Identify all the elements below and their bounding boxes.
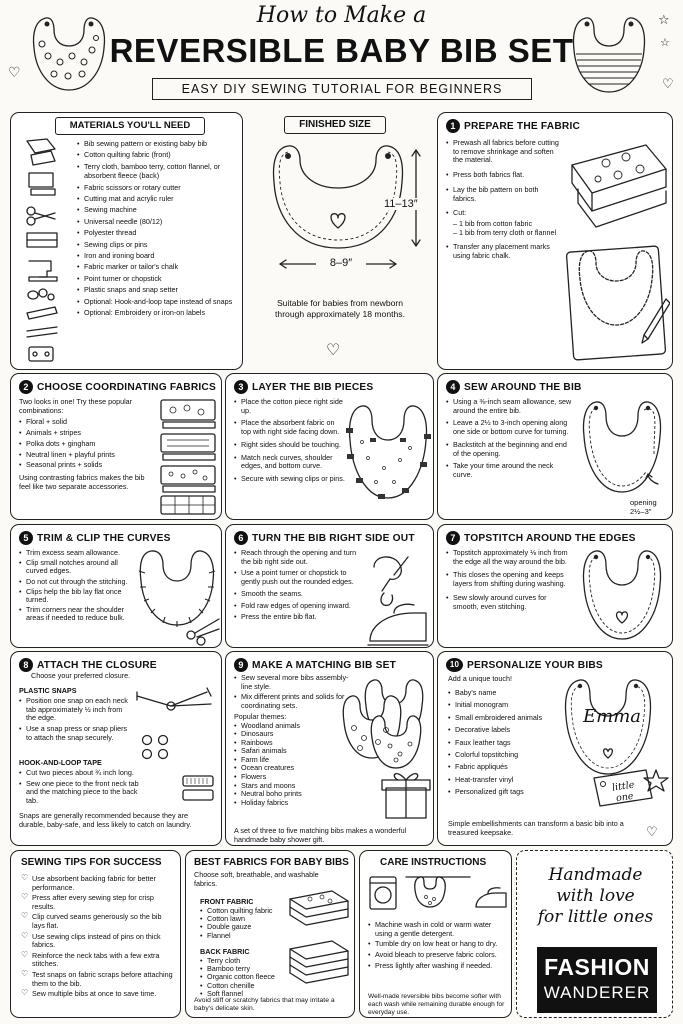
topstitched-bib-illustration <box>574 545 670 645</box>
list-item: ♡ Test snaps on fabric scraps before attaching them to the bib. <box>21 971 175 988</box>
list-item: • Optional: Embroidery or iron-on labels <box>77 308 239 317</box>
cut-line: – 1 bib from cotton fabric <box>453 218 533 228</box>
finished-size-caption: Suitable for babies from newborn through approximately 18 months. <box>275 298 405 319</box>
step-title-text: CHOOSE COORDINATING FABRICS <box>37 381 216 393</box>
step-list <box>234 549 366 622</box>
snaps-text <box>19 697 131 745</box>
step-list <box>446 398 574 480</box>
care-title: CARE INSTRUCTIONS <box>380 857 487 868</box>
list-item: • Faux leather tags <box>448 739 568 747</box>
list-item: • Sew several more bibs assembly-line style. <box>234 674 354 691</box>
list-item: • Using a ⅜-inch seam allowance, sew around the entire bib. <box>446 398 574 415</box>
list-item: • Colorful topstitching <box>448 751 568 759</box>
bib-name-text: Emma <box>582 706 641 727</box>
list-item: • Safari animals <box>234 747 354 755</box>
step-number-badge: 2 <box>19 380 33 394</box>
width-label: 8–9″ <box>316 257 366 269</box>
list-item: • Prewash all fabrics before cutting to remove shrinkage and soften the material. <box>446 139 562 165</box>
materials-title: MATERIALS YOU'LL NEED <box>69 120 191 131</box>
list-item: ♡ Use absorbent backing fabric for better performance. <box>21 875 175 892</box>
notched-bib-with-scissors-illustration <box>135 545 221 647</box>
themes-heading: Popular themes: <box>234 711 287 721</box>
list-item: • Decorative labels <box>448 726 568 734</box>
step-list <box>448 689 568 797</box>
step-number-badge: 6 <box>234 531 248 545</box>
step-outro: Simple embellishments can transform a basic bib into a treasured keepsake. <box>448 819 624 837</box>
step-2-title <box>19 380 216 394</box>
list-item: • Baby's name <box>448 689 568 697</box>
step-4-card <box>437 373 673 520</box>
step-7-title <box>446 531 636 545</box>
list-item: • Flannel <box>200 932 300 940</box>
step-number-badge: 7 <box>446 531 460 545</box>
list-item: • Take your time around the neck curve. <box>446 462 574 479</box>
list-item: • Farm life <box>234 756 354 764</box>
list-item: • Iron and ironing board <box>77 251 239 260</box>
folded-fabric-stack-illustration <box>286 889 352 993</box>
step-list <box>446 549 572 611</box>
step-title-text: MAKE A MATCHING BIB SET <box>252 659 397 671</box>
step-list <box>19 769 145 806</box>
step-list <box>234 674 354 711</box>
heart-doodle-icon: ♡ <box>8 64 21 80</box>
list-item: • Tumble dry on low heat or hang to dry. <box>368 940 508 949</box>
list-item: • Animals + stripes <box>19 429 153 438</box>
step-3-card <box>225 373 434 520</box>
materials-list <box>77 139 239 318</box>
header <box>0 0 683 112</box>
list-item: • Position one snap on each neck tab approximately ½ inch from the edge. <box>19 697 131 723</box>
list-item: • Do not cut through the stitching. <box>19 578 137 586</box>
back-fabric-heading: BACK FABRIC <box>200 947 250 956</box>
list-item: • Fabric appliqués <box>448 763 568 771</box>
turning-and-iron-illustration <box>364 547 432 647</box>
list-item: • Fabric marker or tailor's chalk <box>77 262 239 271</box>
list-item: ♡ Reinforce the neck tabs with a few extra stitches. <box>21 952 175 969</box>
hook-loop-subheading: HOOK-AND-LOOP TAPE <box>19 758 102 767</box>
snap-pliers-and-tape-illustration <box>133 682 219 806</box>
list-item: ♡ Sew multiple bibs at once to save time. <box>21 990 175 999</box>
step-title-text: LAYER THE BIB PIECES <box>252 381 374 393</box>
list-item: • Bamboo terry <box>200 965 300 973</box>
list-item: • This closes the opening and keeps layers from shifting during washing. <box>446 571 572 588</box>
step-intro: Two looks in one! Try these popular combinations: <box>19 397 133 415</box>
list-item: • Reach through the opening and turn the bib right side out. <box>234 549 366 566</box>
list-item: • Leave a 2½ to 3-inch opening along one side or bottom curve for turning. <box>446 419 574 436</box>
list-item: • Stars and moons <box>234 782 354 790</box>
step-outro: A set of three to five matching bibs makes a wonderful handmade baby shower gift. <box>234 826 407 844</box>
step-title-text: TOPSTITCH AROUND THE EDGES <box>464 532 636 544</box>
list-item: • Fold raw edges of opening inward. <box>234 602 366 611</box>
list-item: • Cutting mat and acrylic ruler <box>77 194 239 203</box>
list-item: • Double gauze <box>200 923 300 931</box>
list-item: • Mix different prints and solids for coordinating sets. <box>234 693 354 710</box>
list-item: • Cotton chenille <box>200 982 300 990</box>
list-item: • Dinosaurs <box>234 730 354 738</box>
themes-list <box>234 722 354 807</box>
list-item: • Cotton quilting fabric (front) <box>77 150 239 159</box>
step-title-text: TURN THE BIB RIGHT SIDE OUT <box>252 532 415 544</box>
hook-loop-text <box>19 769 145 808</box>
step-title-text: SEW AROUND THE BIB <box>464 381 582 393</box>
list-item: • Neutral linen + playful prints <box>19 451 153 460</box>
list-item: • Polka dots + gingham <box>19 440 153 449</box>
step-number-badge: 5 <box>19 531 33 545</box>
list-item: • Soft flannel <box>200 990 300 998</box>
list-item: • Use a snap press or snap pliers to attach the snap securely. <box>19 725 131 742</box>
brand-logo <box>537 947 657 1013</box>
list-item: • Terry cloth, bamboo terry, cotton flannel, or absorbent fleece (back) <box>77 162 239 181</box>
gift-tag-line: one <box>615 790 635 805</box>
list-item: • Flowers <box>234 773 354 781</box>
list-item: • Small embroidered animals <box>448 714 568 722</box>
list-item: • Woodland animals <box>234 722 354 730</box>
header-line1: How to Make a <box>256 3 427 28</box>
list-item: • Place the absorbent fabric on top with right side facing down. <box>234 419 346 436</box>
handmade-line: for little ones <box>537 907 654 927</box>
step-number-badge: 3 <box>234 380 248 394</box>
list-item: • Optional: Hook-and-loop tape instead of snaps <box>77 297 239 306</box>
list-item: • Cut: <box>446 209 562 218</box>
list-item: • Holiday fabrics <box>234 799 354 807</box>
fabrics-intro: Choose soft, breathable, and washable fabrics. <box>194 870 319 888</box>
brand-name-line1: FASHION <box>544 954 650 980</box>
step-title-text: TRIM & CLIP THE CURVES <box>37 532 171 544</box>
step-5-text <box>19 549 137 625</box>
list-item: • Cut two pieces about ¾ inch long. <box>19 769 145 778</box>
step-4-text <box>446 398 574 482</box>
back-fabric-block <box>200 947 300 998</box>
star-doodle-icon: ☆ <box>658 12 670 27</box>
list-item: • Universal needle (80/12) <box>77 217 239 226</box>
list-item: • Place the cotton piece right side up. <box>234 398 346 415</box>
step-list <box>446 243 562 260</box>
step-9-title <box>234 658 396 672</box>
folded-fabric-illustration <box>566 139 670 365</box>
finished-size-card <box>246 112 434 370</box>
list-item: • Floral + solid <box>19 418 153 427</box>
materials-list-wrap <box>77 139 239 320</box>
list-item: • Sew slowly around curves for smooth, even stitching. <box>446 594 572 611</box>
front-fabric-heading: FRONT FABRIC <box>200 897 254 906</box>
list-item: • Trim corners near the shoulder areas if needed to reduce bulk. <box>19 606 137 622</box>
tips-title: SEWING TIPS FOR SUCCESS <box>21 857 162 868</box>
step-6-text <box>234 549 366 624</box>
tips-card <box>10 850 181 1018</box>
list-item: • Backstitch at the beginning and end of the opening. <box>446 441 574 458</box>
materials-card <box>10 112 243 370</box>
step-list <box>19 549 137 623</box>
list-item: • Point turner or chopstick <box>77 274 239 283</box>
step-list <box>446 139 562 218</box>
step-5-title <box>19 531 171 545</box>
list-item: • Press lightly after washing if needed. <box>368 962 508 971</box>
materials-icons-column <box>21 137 63 369</box>
list-item: • Personalized gift tags <box>448 788 568 796</box>
step-10-title <box>446 658 603 672</box>
step-intro: Add a unique touch! <box>448 674 512 683</box>
handmade-text <box>517 865 673 928</box>
laundry-icons-illustration <box>366 871 510 919</box>
gift-tag-line: little <box>611 779 636 794</box>
handmade-line: Handmade <box>548 865 643 885</box>
list-item: • Sew one piece to the front neck tab and the matching piece to the back tab. <box>19 780 145 806</box>
fabrics-card <box>185 850 355 1018</box>
list-item: • Polyester thread <box>77 228 239 237</box>
step-title-text: PERSONALIZE YOUR BIBS <box>467 659 603 671</box>
step-2-card <box>10 373 222 520</box>
fabrics-note: Avoid stiff or scratchy fabrics that may irritate a baby's delicate skin. <box>194 997 335 1012</box>
tips-list <box>21 875 175 999</box>
list-item: ♡ Clip curved seams generously so the bib lays flat. <box>21 913 175 930</box>
step-7-text <box>446 549 572 613</box>
list-item: • Clips help the bib lay flat once turned. <box>19 588 137 604</box>
heart-icon: ♡ <box>326 342 341 359</box>
list-item: • Terry cloth <box>200 957 300 965</box>
list-item: • Rainbows <box>234 739 354 747</box>
step-intro: Choose your preferred closure. <box>31 671 131 680</box>
list-item: ♡ Press after every sewing step for crisp results. <box>21 894 175 911</box>
care-note: Well-made reversible bibs become softer with each wash while remaining durable enough for everyday use. <box>368 993 505 1016</box>
list-item: • Organic cotton fleece <box>200 973 300 981</box>
step-number-badge: 10 <box>446 658 463 672</box>
step-outro: Using contrasting fabrics makes the bib feel like two separate accessories. <box>19 472 145 491</box>
step-9-text <box>234 674 354 807</box>
snaps-subheading: PLASTIC SNAPS <box>19 686 77 695</box>
list-item: • Cotton lawn <box>200 915 300 923</box>
step-3-title <box>234 380 373 394</box>
step-number-badge: 8 <box>19 658 33 672</box>
page-title: REVERSIBLE BABY BIB SET <box>109 32 574 69</box>
back-fabric-list <box>200 957 300 998</box>
step-1-title <box>446 119 580 133</box>
front-fabric-block <box>200 897 300 940</box>
step-4-title <box>446 380 582 394</box>
list-item: • Clip small notches around all curved edges. <box>19 559 137 575</box>
step-6-card <box>225 524 434 648</box>
list-item: • Sewing machine <box>77 205 239 214</box>
opening-label-line: opening <box>630 498 657 507</box>
subtitle-text: EASY DIY SEWING TUTORIAL FOR BEGINNERS <box>181 82 503 96</box>
list-item: • Machine wash in cold or warm water using a gentle detergent. <box>368 921 508 938</box>
brand-badge-card <box>516 850 673 1018</box>
finished-size-title-box <box>284 116 386 134</box>
front-fabric-list <box>200 907 300 940</box>
list-item: • Use a point turner or chopstick to gently push out the rounded edges. <box>234 569 366 586</box>
finished-size-title: FINISHED SIZE <box>299 119 371 130</box>
list-item: • Trim excess seam allowance. <box>19 549 137 557</box>
care-list <box>368 921 508 971</box>
step-8-title <box>19 658 157 672</box>
fabrics-title: BEST FABRICS FOR BABY BIBS <box>194 857 349 868</box>
opening-label <box>630 498 657 516</box>
step-3-text <box>234 398 346 486</box>
care-card <box>359 850 512 1018</box>
step-1-text <box>446 139 562 263</box>
care-text <box>368 921 508 973</box>
list-item: • Lay the bib pattern on both fabrics. <box>446 186 562 203</box>
list-item: • Topstitch approximately ⅛ inch from the edge all the way around the bib. <box>446 549 572 566</box>
opening-size-label: 2½–3″ <box>630 507 652 516</box>
step-6-title <box>234 531 415 545</box>
sewn-bib-illustration <box>574 394 670 506</box>
step-list <box>234 398 346 484</box>
step-title-text: ATTACH THE CLOSURE <box>37 659 157 671</box>
bib-stack-and-gift-illustration <box>338 676 432 826</box>
list-item: • Initial monogram <box>448 701 568 709</box>
step-number-badge: 4 <box>446 380 460 394</box>
fabric-swatches-illustration <box>157 396 219 518</box>
heart-icon: ♡ <box>646 824 658 839</box>
step-list <box>19 418 153 470</box>
heart-doodle-icon: ♡ <box>662 76 674 91</box>
tips-text <box>21 875 175 1001</box>
height-label: 11–13″ <box>384 198 418 210</box>
list-item: • Ocean creatures <box>234 764 354 772</box>
cut-line: – 1 bib from terry cloth or flannel <box>453 227 557 237</box>
step-list <box>19 697 131 743</box>
step-2-text <box>19 398 153 491</box>
list-item: • Secure with sewing clips or pins. <box>234 475 346 484</box>
subtitle-banner <box>152 78 532 100</box>
star-doodle-icon: ☆ <box>660 37 670 49</box>
list-item: • Bib sewing pattern or existing baby bib <box>77 139 239 148</box>
step-10-text <box>448 689 568 799</box>
step-1-card <box>437 112 673 370</box>
list-item: • Right sides should be touching. <box>234 441 346 450</box>
list-item: • Sewing clips or pins <box>77 240 239 249</box>
list-item: • Transfer any placement marks using fabric chalk. <box>446 243 562 260</box>
list-item: ♡ Use sewing clips instead of pins on thick fabrics. <box>21 933 175 950</box>
list-item: • Plastic snaps and snap setter <box>77 285 239 294</box>
step-8-card <box>10 651 222 846</box>
list-item: • Neutral boho prints <box>234 790 354 798</box>
list-item: • Cotton quilting fabric <box>200 907 300 915</box>
list-item: • Press both fabrics flat. <box>446 171 562 180</box>
brand-name-line2: WANDERER <box>543 983 651 1002</box>
list-item: • Match neck curves, shoulder edges, and bottom curve. <box>234 454 346 471</box>
step-10-card <box>437 651 673 846</box>
step-9-card <box>225 651 434 846</box>
clipped-bib-illustration <box>344 398 432 516</box>
step-number-badge: 9 <box>234 658 248 672</box>
handmade-line: with love <box>556 886 635 906</box>
step-7-card <box>437 524 673 648</box>
step-number-badge: 1 <box>446 119 460 133</box>
list-item: • Seasonal prints + solids <box>19 461 153 470</box>
step-5-card <box>10 524 222 648</box>
list-item: • Heat-transfer vinyl <box>448 776 568 784</box>
list-item: • Press the entire bib flat. <box>234 613 366 622</box>
closure-note: Snaps are generally recommended because they are durable, baby-safe, and less likely to catch on laundry. <box>19 811 192 829</box>
list-item: • Avoid bleach to preserve fabric colors. <box>368 951 508 960</box>
list-item: • Smooth the seams. <box>234 590 366 599</box>
materials-title-box <box>55 117 205 135</box>
step-title-text: PREPARE THE FABRIC <box>464 120 581 132</box>
list-item: • Fabric scissors or rotary cutter <box>77 183 239 192</box>
